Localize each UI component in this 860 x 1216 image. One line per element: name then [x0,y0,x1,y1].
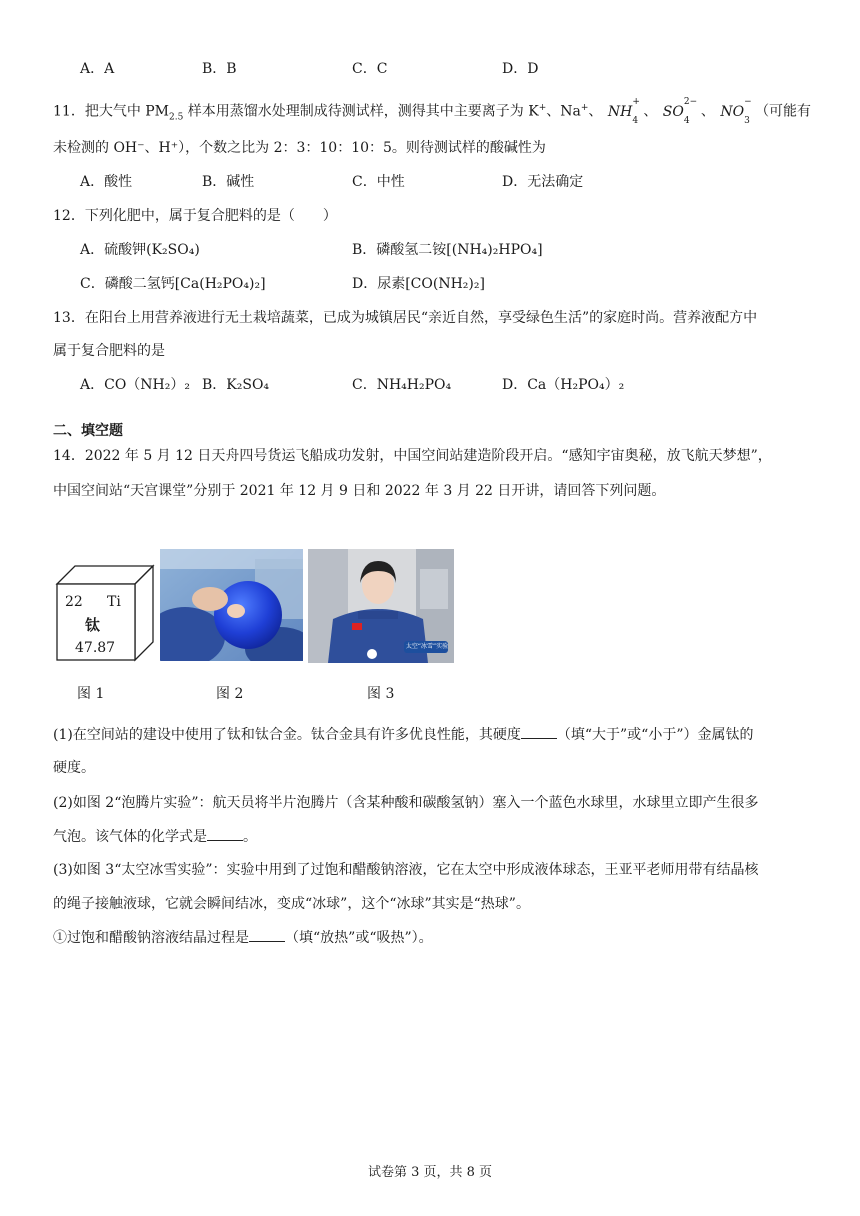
q11-stem-line1: 11．把大气中 $PM_{2.5}$ 样本用蒸馏水处理制成待测试样，测得其中主要离子为 K+、Na+、 NH + 4 、 SO 2− 4 、 NO − 3 （可能有 [53,96,812,126]
q14-part3-line2: 的绳子接触液球，它就会瞬间结冰，变成“冰球”，这个“冰球”其实是“热球”。 [53,896,530,912]
q10-option-a: A．A [80,61,115,77]
figure-3-banner: 太空“冰雪”实验 [405,643,449,650]
caption-figure-1: 图 1 [77,686,105,702]
q11-stem-line2: 未检测的 OH⁻、H⁺），个数之比为 2：3：10：10：5。则待测试样的酸碱性为 [53,140,546,156]
q11-option-d: D．无法确定 [502,174,584,190]
q13-stem-line1: 13．在阳台上用营养液进行无土栽培蔬菜，已成为城镇居民“亲近自然，享受绿色生活”的家庭时尚。营养液配方中 [53,310,758,326]
q13-option-d: D．Ca（H₂PO₄）₂ [502,377,625,393]
q14-part3-line1: (3)如图 3“太空冰雪实验”：实验中用到了过饱和醋酸钠溶液，它在太空中形成液体球态，王亚平老师用带有结晶核 [53,862,759,878]
q13-option-b: B．K₂SO₄ [202,377,270,393]
element-symbol: Ti [107,594,121,610]
section-heading: 二、填空题 [53,423,123,439]
ion-nh4: NH + 4 [607,96,640,126]
answer-blank-1[interactable] [521,724,557,739]
answer-blank-3[interactable] [249,927,285,942]
element-mass: 47.87 [75,640,116,656]
element-number: 22 [65,594,83,610]
q14-part1-line1: (1)在空间站的建设中使用了钛和钛合金。钛合金具有许多优良性能，其硬度 （填“大于”或“小于”）金属钛的 [53,724,753,745]
caption-figure-2: 图 2 [216,686,244,702]
page-footer: 试卷第 3 页，共 8 页 [367,1165,493,1180]
q13-stem-line2: 属于复合肥料的是 [53,343,165,359]
q12-option-c: C．磷酸二氢钙[Ca(H₂PO₄)₂] [80,276,266,292]
q10-option-b: B．B [202,61,237,77]
q14-stem-line1: 14．2022 年 5 月 12 日天舟四号货运飞船成功发射，中国空间站建造阶段开启。“感知宇宙奥秘，放飞航天梦想”， [53,448,772,464]
q10-option-c: C．C [352,61,388,77]
q12-stem: 12．下列化肥中，属于复合肥料的是（ ） [53,208,337,224]
figure-2-photo [160,549,303,661]
figure-3-photo [308,549,454,663]
q13-option-c: C．NH₄H₂PO₄ [352,377,452,393]
q12-option-b: B．磷酸氢二铵[(NH₄)₂HPO₄] [352,242,543,258]
element-name: 钛 [85,616,101,634]
q13-option-a: A．CO（NH₂）₂ [80,377,190,393]
q11-option-a: A．酸性 [80,174,133,190]
ion-no3: NO − 3 [720,96,752,126]
q12-option-d: D．尿素[CO(NH₂)₂] [352,276,485,292]
q11-option-c: C．中性 [352,174,405,190]
q12-option-a: A．硫酸钾(K₂SO₄) [80,242,200,258]
q14-part1-line2: 硬度。 [53,760,95,776]
figure-1-titanium-cell [55,564,155,662]
q14-part2-line2: 气泡。该气体的化学式是 。 [53,826,257,847]
q11-option-b: B．碱性 [202,174,255,190]
answer-blank-2[interactable] [207,826,243,841]
q14-part3-line3: ①过饱和醋酸钠溶液结晶过程是 （填“放热”或“吸热”）。 [53,927,433,948]
q10-option-d: D．D [502,61,539,77]
ion-so4: SO 2− 4 [662,96,698,126]
caption-figure-3: 图 3 [367,686,395,702]
q14-stem-line2: 中国空间站“天宫课堂”分别于 2021 年 12 月 9 日和 2022 年 3 月 22 日开讲，请回答下列问题。 [53,483,666,499]
q14-part2-line1: (2)如图 2“泡腾片实验”：航天员将半片泡腾片（含某种酸和碳酸氢钠）塞入一个蓝色水球里，水球里立即产生很多 [53,795,759,811]
